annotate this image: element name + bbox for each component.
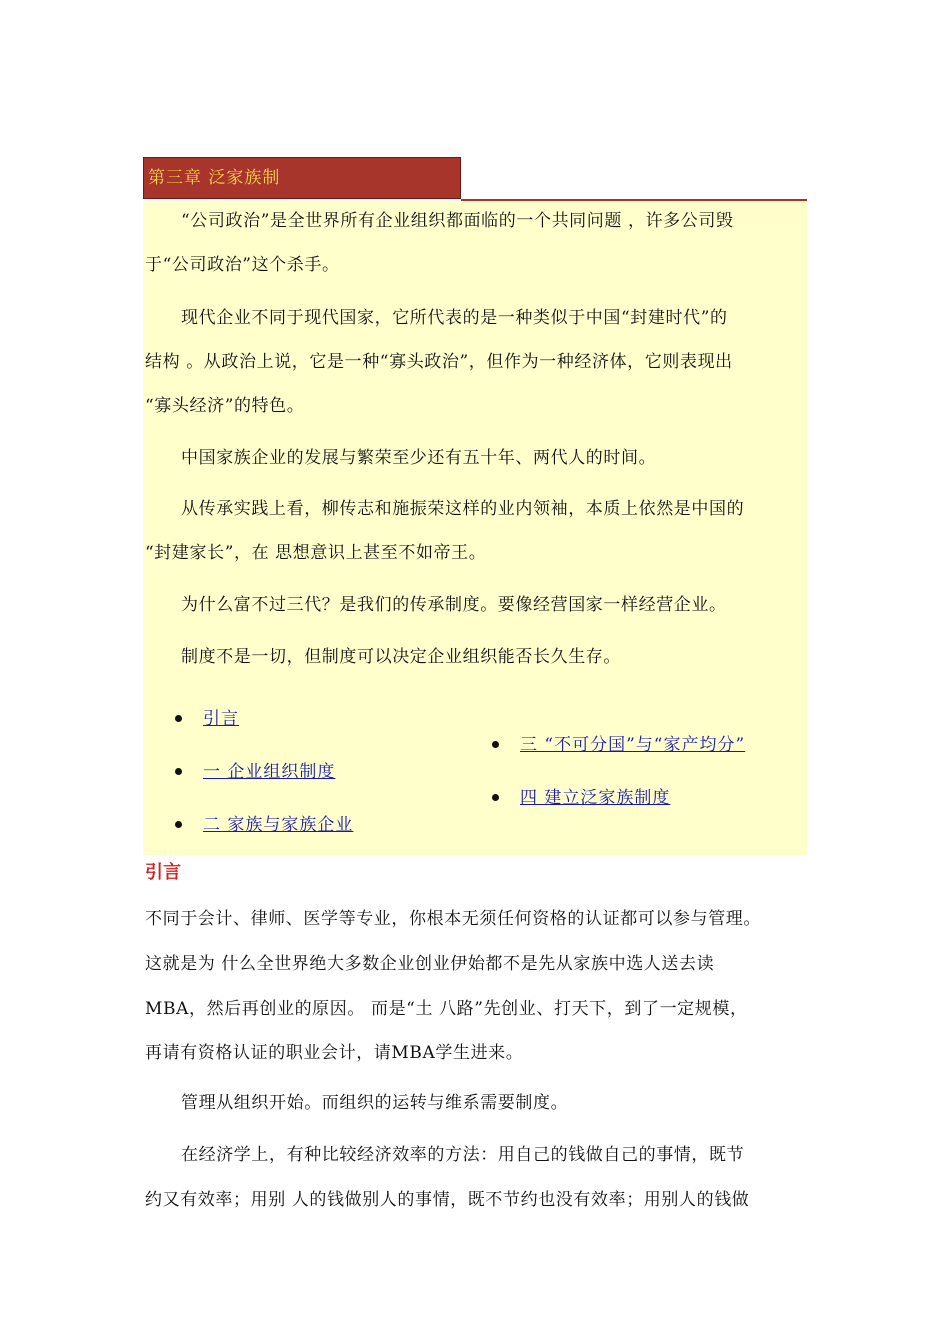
body-paragraph: MBA，然后再创业的原因。 而是“土 八路”先创业、打天下，到了一定规模，: [145, 999, 748, 1019]
chapter-title-cell: [143, 157, 461, 199]
summary-paragraph: 为什么富不过三代？是我们的传承制度。要像经营国家一样经营企业。: [181, 595, 727, 615]
summary-paragraph: 于“公司政治”这个杀手。: [145, 255, 340, 275]
chapter-header: [143, 157, 807, 201]
toc-link-chapter-2[interactable]: 二 家族与家族企业: [203, 815, 354, 835]
toc-link-intro[interactable]: 引言: [203, 709, 239, 729]
summary-paragraph: 从传承实践上看，柳传志和施振荣这样的业内领袖，本质上依然是中国的: [181, 499, 745, 519]
body-paragraph: 这就是为 什么全世界绝大多数企业创业伊始都不是先从家族中选人送去读: [145, 954, 715, 974]
summary-paragraph: 制度不是一切，但制度可以决定企业组织能否长久生存。: [181, 647, 621, 667]
toc-link-chapter-1[interactable]: 一 企业组织制度: [203, 762, 336, 782]
summary-paragraph: “公司政治”是全世界所有企业组织都面临的一个共同问题 ，许多公司毁: [181, 211, 734, 231]
bullet-icon: [492, 741, 499, 748]
summary-paragraph: “寡头经济”的特色。: [145, 396, 305, 416]
body-paragraph: 约又有效率；用别 人的钱做别人的事情，既不节约也没有效率；用别人的钱做: [145, 1190, 750, 1210]
toc-link-chapter-4[interactable]: 四 建立泛家族制度: [520, 788, 671, 808]
body-paragraph: 再请有资格认证的职业会计，请MBA学生进来。: [145, 1043, 524, 1063]
summary-paragraph: “封建家长”，在 思想意识上甚至不如帝王。: [145, 543, 487, 563]
bullet-icon: [175, 715, 182, 722]
chapter-title: 第三章 泛家族制: [148, 168, 281, 188]
body-paragraph: 不同于会计、律师、医学等专业，你根本无须任何资格的认证都可以参与管理。: [145, 909, 761, 929]
bullet-icon: [175, 821, 182, 828]
section-heading: 引言: [145, 862, 181, 883]
summary-paragraph: 结构 。从政治上说，它是一种“寡头政治”，但作为一种经济体，它则表现出: [145, 352, 733, 372]
body-paragraph: 在经济学上，有种比较经济效率的方法：用自己的钱做自己的事情，既节: [181, 1145, 745, 1165]
summary-paragraph: 中国家族企业的发展与繁荣至少还有五十年、两代人的时间。: [181, 448, 657, 468]
bullet-icon: [175, 768, 182, 775]
toc-link-chapter-3[interactable]: 三 “不可分国”与“家产均分”: [520, 735, 746, 755]
body-paragraph: 管理从组织开始。而组织的运转与维系需要制度。: [181, 1093, 569, 1113]
bullet-icon: [492, 794, 499, 801]
summary-paragraph: 现代企业不同于现代国家，它所代表的是一种类似于中国“封建时代”的: [181, 308, 728, 328]
